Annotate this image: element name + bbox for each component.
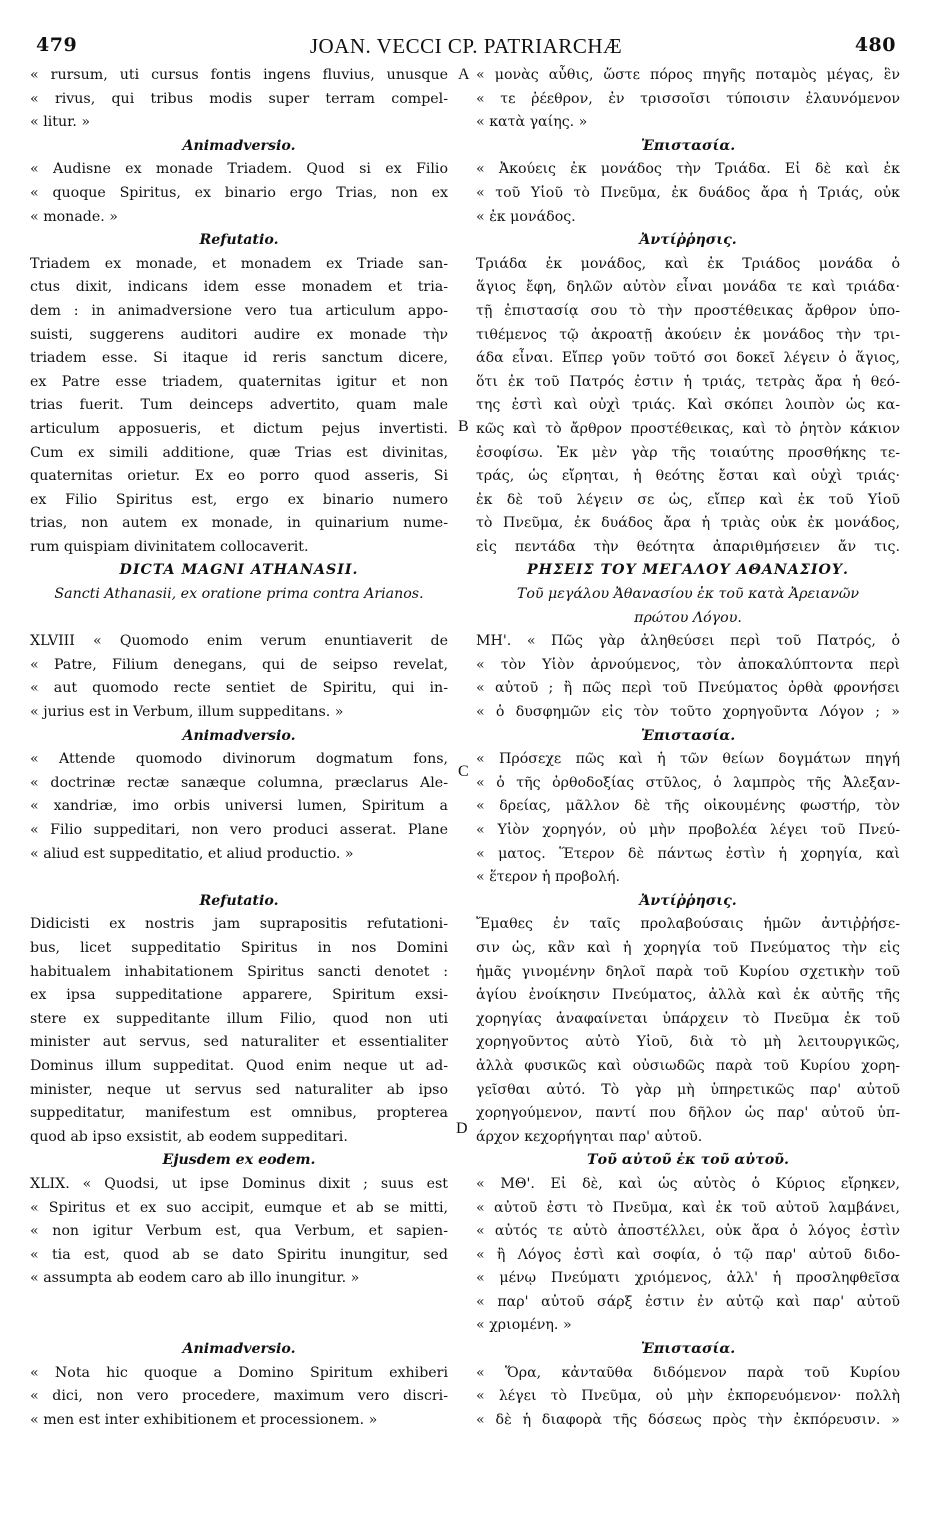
text-line: χορηγούμενον, παντί που δῆλον ὡς παρ' αὐτοῦ ὑπ-: [476, 1105, 900, 1122]
text-line: articulum apposueris, et dictum pejus invertisti.: [30, 420, 448, 437]
section-heading: Ἐπιστασία.: [640, 1341, 736, 1358]
text-line: « Spiritus et ex suo accipit, eumque et ab se mitti,: [30, 1199, 448, 1216]
section-heading: Refutatio.: [199, 232, 279, 249]
text-line: « Filio suppeditari, non vero produci asserat. Plane: [30, 822, 448, 838]
text-line: σιν ὡς, κἂν καὶ ἡ χορηγία τοῦ Πνεύματος τὴν εἰς: [476, 939, 900, 956]
text-line: « ἐκ μονάδος.: [476, 208, 576, 225]
text-line: Τριάδα ἐκ μονάδος, καὶ ἐκ Τριάδος μονάδα ὁ: [476, 255, 900, 272]
text-line: ἐσοφίσω. Ἐκ μὲν γὰρ τῆς τοιαύτης προσθήκης τε-: [476, 444, 900, 461]
section-heading: Ἀντίῤῥησις.: [639, 232, 737, 249]
text-line: « Patre, Filium denegans, qui de seipso revelat,: [30, 656, 448, 673]
text-line: XLIX. « Quodsi, ut ipse Dominus dixit ; suus est: [30, 1175, 448, 1192]
text-line: « quoque Spiritus, ex binario ergo Trias, non ex: [30, 184, 448, 201]
text-line: « ματος. Ἕτερον δὲ πάντως ἐστὶν ἡ χορηγία, καὶ: [476, 845, 900, 862]
line-gap: [30, 607, 448, 631]
text-line: « Πρόσεχε πῶς καὶ ἡ τῶν θείων δογμάτων πηγή: [476, 751, 900, 768]
text-line: « αὐτοῦ ἐστι τὸ Πνεῦμα, καὶ ἐκ τοῦ αὐτοῦ λαμβάνει,: [476, 1199, 900, 1216]
text-line: « dici, non vero procedere, maximum vero discri-: [30, 1388, 448, 1405]
text-line: minister aut servus, sed naturaliter et essentialiter: [30, 1034, 448, 1051]
text-line: τράς, ὡς εἴρηται, ἡ θεότης ἔσται καὶ οὐχὶ τριάς·: [476, 468, 900, 485]
text-line: « non igitur Verbum est, qua Verbum, et sapien-: [30, 1223, 448, 1240]
text-line: κῶς καὶ τὸ ἄρθρον προστέθεικας, καὶ τὸ ῥητὸν κάκιον: [476, 420, 900, 437]
section-heading: Animadversio.: [182, 1341, 296, 1358]
text-line: γεῖσθαι αὐτό. Τὸ γὰρ μὴ ὑπηρετικῶς παρ' αὐτοῦ: [476, 1081, 900, 1098]
section-title: DICTA MAGNI ATHANASII.: [119, 562, 359, 579]
text-line: ἀλλὰ φυσικῶς καὶ οὐσιωδῶς παρὰ τοῦ Κυρίου χορη-: [476, 1057, 900, 1074]
text-line: « ὁ δυσφημῶν εἰς τὸν τοῦτο χορηγοῦντα Λόγον ; »: [476, 704, 900, 721]
text-line: quaternitas orietur. Ex eo porro quod asseris, Si: [30, 468, 448, 485]
text-line: bus, licet suppeditatio Spiritus in nos Domini: [30, 939, 448, 956]
text-line: της ἐστὶ καὶ οὐχὶ τριάς. Καὶ σκόπει λοιπὸν ὡς κα-: [476, 397, 900, 414]
text-line: « litur. »: [30, 114, 91, 131]
text-line: triadem esse. Si itaque id reris sanctum dicere,: [30, 350, 448, 367]
text-line: « χριομένη. »: [476, 1317, 572, 1334]
text-line: Ἔμαθες ἐν ταῖς προλαβούσαις ἡμῶν ἀντιῤῥήσε-: [476, 916, 900, 933]
text-line: habitualem inhabitationem Spiritus sancti denotet :: [30, 963, 448, 980]
text-line: Dominus illum suppeditat. Quod enim neque ut ad-: [30, 1057, 448, 1074]
line-gap: [30, 1314, 448, 1338]
text-line: « rursum, uti cursus fontis ingens fluvius, unusque: [30, 67, 448, 83]
text-line: « μονὰς αὖθις, ὥστε πόρος πηγῆς ποταμὸς μέγας, ἓν: [476, 67, 900, 83]
text-line: « doctrinæ rectæ sanæque columna, præclarus Ale-: [30, 774, 448, 791]
text-line: « αὐτοῦ ; ἢ πῶς περὶ τοῦ Πνεύματος ὀρθὰ φρονήσει: [476, 680, 900, 697]
text-line: « τε ῥέεθρον, ἐν τρισσοῖσι τύποισιν ἐλαυνόμενον: [476, 90, 900, 107]
running-header: [36, 34, 896, 62]
text-line: Didicisti ex nostris jam suprapositis refutationi-: [30, 916, 448, 933]
text-line: « rivus, qui tribus modis super terram compel-: [30, 90, 448, 107]
text-line: « jurius est in Verbum, illum suppeditans. »: [30, 704, 344, 721]
running-title: JOAN. VECCI CP. PATRIARCHÆ: [309, 34, 623, 58]
text-line: « δὲ ἡ διαφορὰ τῆς δόσεως πρὸς τὴν ἐκπόρευσιν. »: [476, 1411, 900, 1428]
text-line: « Ἀκούεις ἐκ μονάδος τὴν Τριάδα. Εἰ δὲ καὶ ἐκ: [476, 161, 900, 178]
text-line: « Nota hic quoque a Domino Spiritum exhiberi: [30, 1364, 448, 1381]
section-heading: Ejusdem ex eodem.: [162, 1152, 316, 1169]
text-line: rum quispiam divinitatem collocaverit.: [30, 538, 309, 555]
text-line: « λέγει τὸ Πνεῦμα, οὐ μὴν ἐκπορευόμενον· πολλὴ: [476, 1388, 900, 1405]
text-line: suppeditatur, manifestum est omnibus, propterea: [30, 1105, 448, 1122]
text-line: « παρ' αὐτοῦ σάρξ ἐστιν ἐν αὐτῷ καὶ παρ' αὐτοῦ: [476, 1293, 900, 1310]
text-line: « μένῳ Πνεύματι χριόμενος, ἀλλ' ἡ προσληφθεῖσα: [476, 1270, 900, 1287]
text-line: minister, neque ut servus sed naturaliter ab ipso: [30, 1081, 448, 1098]
text-line: χορηγίας ἀναφαίνεται ὑπάρχειν τὸ Πνεῦμα ἐκ τοῦ: [476, 1010, 900, 1027]
text-line: « ἕτερον ἡ προβολή.: [476, 869, 620, 886]
text-line: « ἢ Λόγος ἐστὶ καὶ σοφία, ὁ τῷ παρ' αὐτοῦ διδο-: [476, 1246, 900, 1263]
section-heading: Τοῦ αὐτοῦ ἐκ τοῦ αὐτοῦ.: [587, 1152, 789, 1169]
text-line: άδα εἶναι. Εἴπερ γοῦν τοῦτό σοι δοκεῖ λέγειν ὁ ἅγιος,: [476, 350, 900, 367]
section-heading: Ἐπιστασία.: [640, 727, 736, 744]
text-line: suisti, suggerens auditori audire ex monade τὴν: [30, 326, 448, 343]
text-line: τῇ ἐπιστασίᾳ σου τὸ τὴν προστέθεικας ἄρθρον ὑπο-: [476, 302, 900, 319]
section-heading: Refutatio.: [199, 892, 279, 909]
text-line: ΜΗ'. « Πῶς γὰρ ἀληθεύσει περὶ τοῦ Πατρός, ὁ: [476, 633, 900, 650]
text-line: « Υἱὸν χορηγόν, οὐ μὴν προβολέα λέγει τοῦ Πνεύ-: [476, 822, 900, 838]
line-gap: [30, 866, 448, 890]
text-line: quod ab ipso exsistit, ab eodem suppeditari.: [30, 1128, 348, 1145]
text-line: ἐκ δὲ τοῦ λέγειν σε ὡς, εἴπερ καὶ ἐκ τοῦ Υἱοῦ: [476, 491, 900, 508]
greek-column: [476, 64, 900, 1432]
section-subtitle: πρώτου Λόγου.: [634, 609, 742, 626]
text-line: dem : in animadversione vero tua articulum appo-: [30, 302, 448, 319]
text-line: χορηγοῦντος αὐτὸ Υἱοῦ, διὰ τὸ μὴ λειτουργικῶς,: [476, 1034, 900, 1051]
text-line: « assumpta ab eodem caro ab illo inungitur. »: [30, 1270, 360, 1287]
section-heading: Ἀντίῤῥησις.: [639, 892, 737, 909]
text-line: ὅτι ἐκ τοῦ Πατρός ἐστιν ἡ τριάς, τετρὰς ἄρα ἡ θεό-: [476, 373, 900, 390]
section-heading: Animadversio.: [182, 137, 296, 154]
margin-letter-a: A: [458, 66, 470, 83]
text-line: « τοῦ Υἱοῦ τὸ Πνεῦμα, ἐκ δυάδος ἄρα ἡ Τριάς, οὐκ: [476, 184, 900, 201]
text-line: trias, non autem ex monade, in quinarium nume-: [30, 515, 448, 532]
text-line: Triadem ex monade, et monadem ex Triade san-: [30, 255, 448, 272]
text-line: « αὐτός τε αὐτὸ ἀποστέλλει, οὐκ ἄρα ὁ λόγος ἐστὶν: [476, 1223, 900, 1240]
text-line: « ΜΘ'. Εἰ δὲ, καὶ ὡς αὐτὸς ὁ Κύριος εἴρηκεν,: [476, 1175, 900, 1192]
section-heading: Animadversio.: [182, 727, 296, 744]
text-line: ἁγίου ἐνοίκησιν Πνεύματος, ἀλλὰ καὶ ἐκ αὐτῆς τῆς: [476, 987, 900, 1004]
text-line: stere ex suppeditante illum Filio, quod non uti: [30, 1010, 448, 1027]
margin-letter-d: D: [456, 1120, 468, 1137]
section-subtitle: Sancti Athanasii, ex oratione prima contra Arianos.: [54, 586, 424, 603]
text-line: « Ὅρα, κἀνταῦθα διδόμενον παρὰ τοῦ Κυρίου: [476, 1364, 900, 1381]
text-line: « aut quomodo recte sentiet de Spiritu, qui in-: [30, 680, 448, 697]
line-gap: [30, 1291, 448, 1315]
margin-letter-c: C: [458, 763, 469, 780]
text-line: τιθέμενος τῷ ἀκροατῇ ἀκούειν ἐκ μονάδος τὴν τρι-: [476, 326, 900, 343]
text-line: ex Patre esse triadem, quaternitas igitur et non: [30, 373, 448, 390]
text-line: trias fuerit. Tum deinceps advertito, quam male: [30, 397, 448, 414]
text-line: « τὸν Υἱὸν ἀρνούμενος, τὸν ἀποκαλύπτοντα περὶ: [476, 656, 900, 673]
text-line: « aliud est suppeditatio, et aliud productio. »: [30, 845, 354, 862]
section-title: ΡΗΣΕΙΣ ΤΟΥ ΜΕΓΑΛΟΥ ΑΘΑΝΑΣΙΟΥ.: [527, 562, 849, 579]
text-line: ἅγιος ἔφη, δηλῶν αὐτὸν εἶναι μονάδα τε καὶ τριάδα·: [476, 279, 900, 296]
text-line: « men est inter exhibitionem et processionem. »: [30, 1411, 378, 1428]
text-line: ex Filio Spiritus est, ergo ex binario numero: [30, 491, 448, 508]
section-heading: Ἐπιστασία.: [640, 137, 736, 154]
margin-letter-b: B: [458, 418, 469, 435]
text-line: « Audisne ex monade Triadem. Quod si ex Filio: [30, 161, 448, 178]
text-line: « tia est, quod ab se dato Spiritu inungitur, sed: [30, 1246, 448, 1263]
text-line: ἡμᾶς γινομένην δηλοῖ παρὰ τοῦ Κυρίου σχετικὴν τοῦ: [476, 963, 900, 980]
text-line: XLVIII « Quomodo enim verum enuntiaverit de: [30, 633, 448, 650]
text-line: ex ipsa suppeditatione apparere, Spiritum exsi-: [30, 987, 448, 1004]
text-line: τὸ Πνεῦμα, ἐκ δυάδος ἄρα ἡ τριὰς οὐκ ἐκ μονάδος,: [476, 515, 900, 532]
page-number-right: 480: [854, 34, 896, 56]
text-line: « xandriæ, imo orbis universi lumen, Spiritum a: [30, 798, 448, 815]
text-line: εἰς πεντάδα τὴν θεότητα ἀπαριθμήσειεν ἄν τις.: [476, 538, 900, 555]
text-line: άρχον κεχορήγηται παρ' αὐτοῦ.: [476, 1128, 703, 1145]
text-line: ctus dixit, indicans idem esse monadem et tria-: [30, 279, 448, 296]
text-line: « κατὰ γαίης. »: [476, 114, 588, 131]
text-line: « ὁ τῆς ὀρθοδοξίας στῦλος, ὁ λαμπρὸς τῆς Ἀλεξαν-: [476, 774, 900, 791]
latin-column: [30, 64, 448, 1432]
text-line: Cum ex simili additione, quæ Trias est divinitas,: [30, 444, 448, 461]
section-subtitle: Τοῦ μεγάλου Ἀθανασίου ἐκ τοῦ κατὰ Ἀρειανῶν: [516, 586, 860, 603]
text-line: « monade. »: [30, 208, 118, 225]
text-line: « δρείας, μᾶλλον δὲ τῆς οἰκουμένης φωστήρ, τὸν: [476, 798, 900, 815]
page-number-left: 479: [36, 34, 78, 56]
text-line: « Attende quomodo divinorum dogmatum fons,: [30, 751, 448, 768]
